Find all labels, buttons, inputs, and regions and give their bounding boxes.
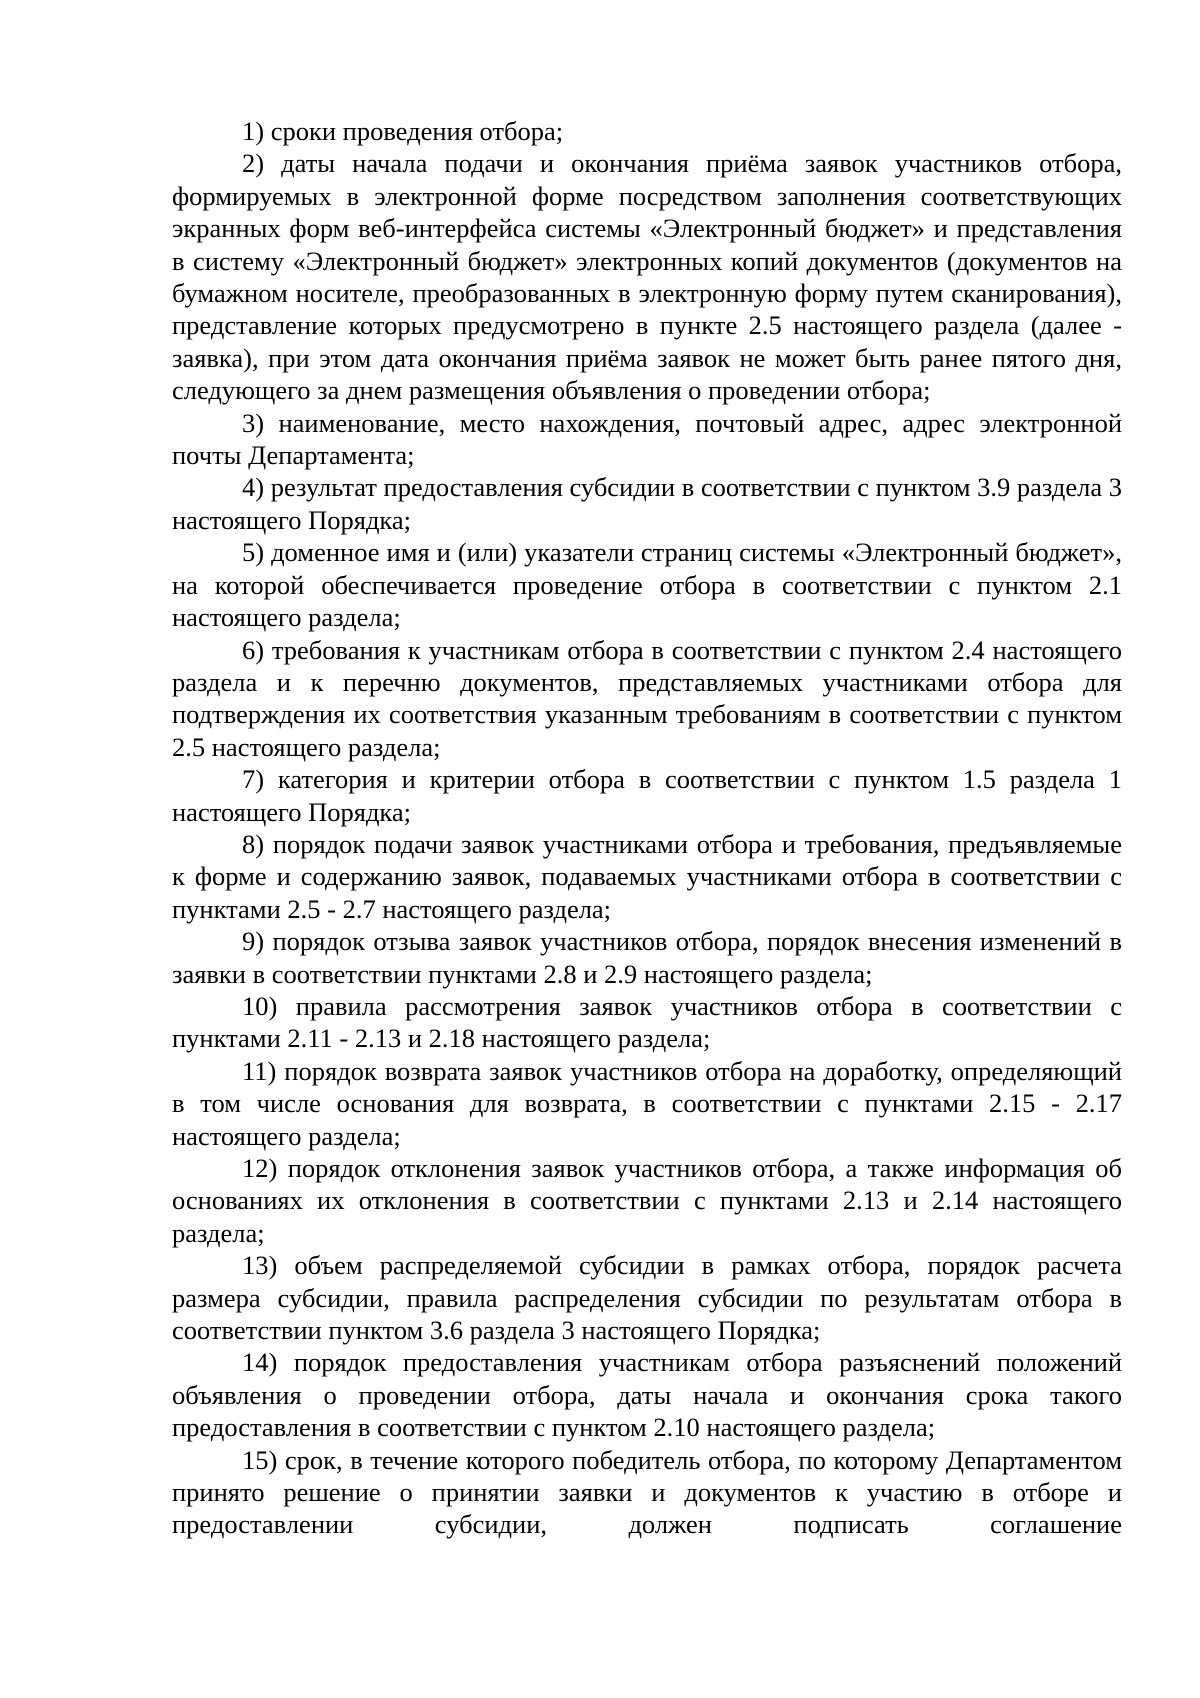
list-item: 1) сроки проведения отбора; xyxy=(242,116,564,146)
list-item: 4) результат предоставления субсидии в соответствии с пунктом 3.9 раздела 3 настоящего Порядка; xyxy=(172,472,1122,535)
list-item: 12) порядок отклонения заявок участников отбора, а также информация об основаниях их отклонения в соответствии с пунктами 2.13 и 2.14 настоящего раздела; xyxy=(172,1153,1122,1248)
document-page xyxy=(172,115,1122,1541)
list-item: 6) требования к участникам отбора в соответствии с пунктом 2.4 настоящего раздела и к перечню документов, представляемых участниками отбора для подтверждения их соответствия указанным требованиям в соответствии с пунктом 2.5 настоящего раздела; xyxy=(172,634,1122,762)
list-item: 11) порядок возврата заявок участников отбора на доработку, определяющий в том числе основания для возврата, в соответствии с пунктами 2.15 - 2.17 настоящего раздела; xyxy=(172,1055,1122,1151)
list-item: 15) срок, в течение которого победитель отбора, по которому Департаментом принято решение о принятии заявки и документов к участию в отборе и предоставлении субсидии, должен подписать соглашение xyxy=(172,1444,1122,1540)
list-item: 2) даты начала подачи и окончания приёма заявок участников отбора, формируемых в электронной форме посредством заполнения соответствующих экранных форм веб-интерфейса системы «Электронный бюджет» и представления в систему «Электронный бюджет» электронных копий документов (документов на бумажном носителе, преобразованных в электронную форму путем сканирования), представление которых предусмотрено в пункте 2.5 настоящего раздела (далее - заявка), при этом дата окончания приёма заявок не может быть ранее пятого дня, следующего за днем размещения объявления о проведении отбора; xyxy=(172,148,1122,406)
list-item: 7) категория и критерии отбора в соответствии с пунктом 1.5 раздела 1 настоящего Порядка; xyxy=(172,764,1122,827)
list-item: 14) порядок предоставления участникам отбора разъяснений положений объявления о проведении отбора, даты начала и окончания срока такого предоставления в соответствии с пунктом 2.10 настоящего раздела; xyxy=(172,1347,1122,1443)
list-item: 3) наименование, место нахождения, почтовый адрес, адрес электронной почты Департамента; xyxy=(172,407,1122,471)
list-item: 9) порядок отзыва заявок участников отбора, порядок внесения изменений в заявки в соответствии пунктами 2.8 и 2.9 настоящего раздела; xyxy=(172,926,1122,989)
list-item: 5) доменное имя и (или) указатели страниц системы «Электронный бюджет», на которой обеспечивается проведение отбора в соответствии с пунктом 2.1 настоящего раздела; xyxy=(172,537,1122,633)
list-item: 8) порядок подачи заявок участниками отбора и требования, предъявляемые к форме и содержанию заявок, подаваемых участниками отбора в соответствии с пунктами 2.5 - 2.7 настоящего раздела; xyxy=(172,828,1122,924)
list-item: 10) правила рассмотрения заявок участников отбора в соответствии с пунктами 2.11 - 2.13 и 2.18 настоящего раздела; xyxy=(172,990,1122,1054)
list-item: 13) объем распределяемой субсидии в рамках отбора, порядок расчета размера субсидии, правила распределения субсидии по результатам отбора в соответствии пунктом 3.6 раздела 3 настоящего Порядка; xyxy=(172,1250,1122,1346)
